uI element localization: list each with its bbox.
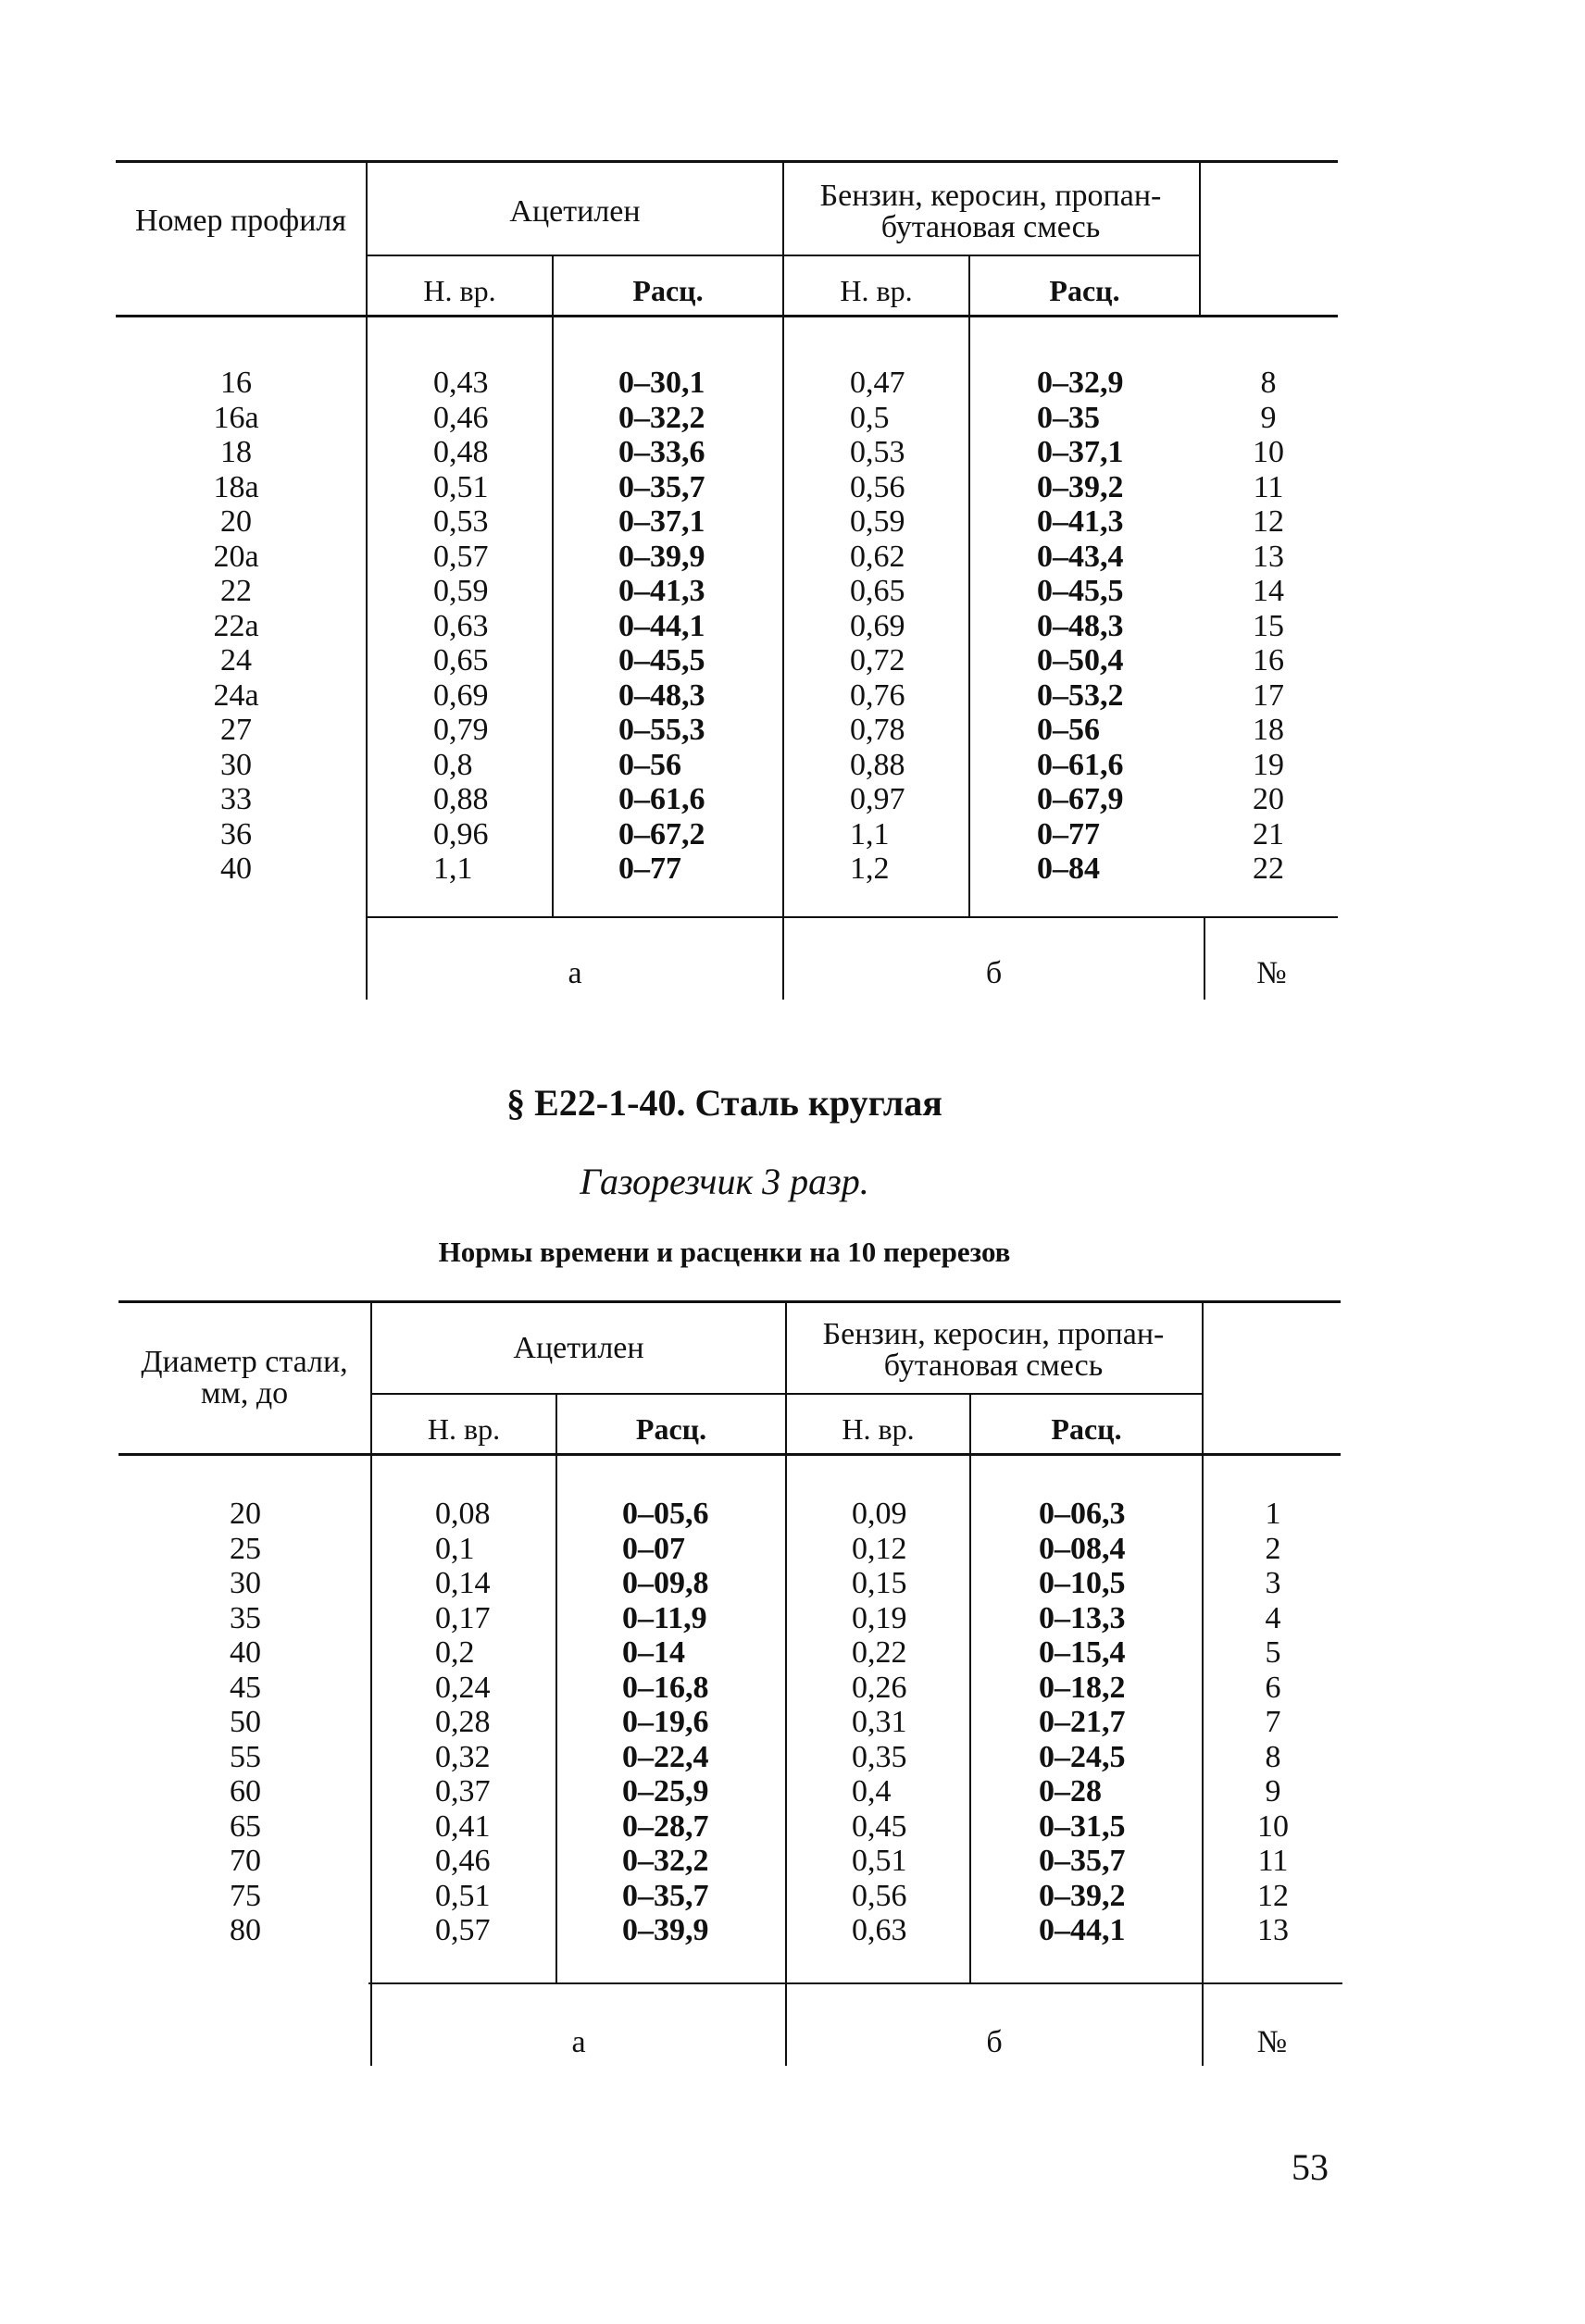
table-1-nvr-a-cell: 0,63: [433, 608, 489, 643]
table-2-footer-a: а: [571, 2025, 586, 2059]
table-1-nvr-b-cell: 0,47: [850, 366, 905, 400]
table-2-group-b-header: Бензин, керосин, пропан-бутановая смесь: [822, 1317, 1165, 1383]
table-2-rasc-a-cell: 0–19,6: [622, 1705, 709, 1739]
table-2-nvr-b-cell: 0,45: [852, 1808, 907, 1844]
table-1-nvr-b-cell: 0,53: [850, 435, 905, 469]
table-1-col0-cell: 27: [220, 713, 252, 747]
table-2-row-num-cell: 3: [1265, 1566, 1281, 1600]
table-1-col0-cell: 24а: [213, 677, 259, 713]
table-2-row-num-cell: 13: [1257, 1913, 1289, 1947]
table-1-rasc-b-cell: 0–84: [1037, 851, 1100, 886]
table-2-row-num-cell: 8: [1265, 1739, 1281, 1774]
table-2-nvr-a-cell: 0,46: [435, 1844, 491, 1878]
table-1-nvr-b-cell: 0,97: [850, 782, 905, 816]
table-2-rasc-b-cell: 0–06,3: [1039, 1497, 1126, 1531]
table-1-nvr-b: [850, 366, 961, 887]
table-1-col0-cell: 30: [220, 747, 252, 782]
table-1-row-num-cell: 13: [1253, 539, 1284, 574]
table-1-rasc-a: [618, 366, 776, 887]
table-1-col0-cell: 18а: [213, 469, 259, 504]
table-1-top-rule: [116, 160, 1338, 163]
table-caption: Нормы времени и расценки на 10 перерезов: [438, 1236, 1011, 1268]
table-2-nvr-a: [435, 1497, 546, 1948]
worker-grade: Газорезчик 3 разр.: [580, 1161, 869, 1202]
table-2-rasc-b-header: Расц.: [1051, 1412, 1122, 1446]
table-1-rasc-b-cell: 0–48,3: [1037, 608, 1124, 643]
table-2-rasc-b-cell: 0–24,5: [1039, 1739, 1126, 1774]
table-1-rasc-a-cell: 0–56: [618, 747, 681, 782]
table-2-nvr-b: [852, 1497, 963, 1948]
table-1-header-rule: [116, 315, 1338, 317]
table-2-nvr-a-cell: 0,1: [435, 1531, 475, 1566]
table-2-vrule-4: [969, 1395, 971, 1982]
table-1-group-a-header: Ацетилен: [509, 194, 641, 229]
table-2-nvr-b-cell: 0,63: [852, 1913, 907, 1947]
table-2-rasc-b-cell: 0–08,4: [1039, 1531, 1126, 1566]
table-2-footer-num: №: [1256, 2025, 1288, 2059]
table-2-nvr-b-cell: 0,31: [852, 1705, 907, 1739]
table-1-row-num-cell: 20: [1253, 782, 1284, 816]
table-1-col0-cell: 18: [220, 435, 252, 469]
table-1-col0-header: Номер профиля: [134, 204, 347, 238]
table-1-rasc-b-cell: 0–56: [1037, 713, 1100, 747]
table-1-row-num-cell: 8: [1260, 366, 1277, 400]
table-2-header-rule: [119, 1453, 1341, 1456]
table-1-row-num-cell: 22: [1253, 851, 1284, 886]
table-1-rasc-b-cell: 0–50,4: [1037, 643, 1124, 677]
table-1-row-num-cell: 21: [1253, 816, 1284, 851]
table-1-rasc-b-cell: 0–53,2: [1037, 677, 1124, 713]
table-1-rasc-a-cell: 0–48,3: [618, 677, 705, 713]
table-1-rasc-a-header: Расц.: [632, 274, 704, 307]
table-2-top-rule: [119, 1300, 1341, 1303]
table-1-nvr-b-cell: 0,62: [850, 539, 905, 574]
table-1-group-b-header: Бензин, керосин, пропан-бутановая смесь: [819, 179, 1162, 244]
table-2-nvr-b-cell: 0,56: [852, 1878, 907, 1913]
table-1-col0-cell: 33: [220, 782, 252, 816]
table-2-rasc-a-cell: 0–05,6: [622, 1497, 709, 1531]
table-2-col0-cell: 35: [230, 1600, 261, 1635]
table-2-rasc-b-cell: 0–18,2: [1039, 1670, 1126, 1705]
table-1-col0-cell: 22: [220, 574, 252, 608]
table-2-nvr-b-cell: 0,15: [852, 1566, 907, 1600]
table-2-vrule-5: [1202, 1302, 1204, 2066]
table-2-nvr-a-cell: 0,2: [435, 1635, 475, 1670]
table-1-nvr-b-cell: 0,56: [850, 469, 905, 504]
table-1-col0-cell: 16а: [213, 400, 259, 435]
table-1-nvr-a-cell: 0,48: [433, 435, 489, 469]
table-2-col0-cell: 80: [230, 1913, 261, 1947]
table-1-vrule-2: [552, 256, 554, 916]
table-1-rasc-b-cell: 0–35: [1037, 400, 1100, 435]
table-2-col0-cell: 25: [230, 1531, 261, 1566]
table-1-row-num-cell: 14: [1253, 574, 1284, 608]
table-2-row-num-cell: 12: [1257, 1878, 1289, 1913]
table-2-rasc-a-cell: 0–22,4: [622, 1739, 709, 1774]
table-2-nvr-a-cell: 0,17: [435, 1600, 491, 1635]
table-2-vrule-2: [555, 1395, 557, 1982]
table-1-vrule-4: [968, 256, 970, 916]
table-2-rasc-b-cell: 0–21,7: [1039, 1705, 1126, 1739]
table-2-col0: [190, 1497, 301, 1948]
table-1-col0-cell: 22а: [213, 608, 259, 643]
table-1-nvr-a-cell: 0,51: [433, 469, 489, 504]
table-1-rasc-b-cell: 0–32,9: [1037, 366, 1124, 400]
table-2-rasc-a-cell: 0–28,7: [622, 1808, 709, 1844]
table-1-nvr-b-cell: 0,59: [850, 504, 905, 539]
table-2-rasc-b: [1039, 1497, 1196, 1948]
table-2-rasc-b-cell: 0–10,5: [1039, 1566, 1126, 1600]
table-2-nvr-a-cell: 0,14: [435, 1566, 491, 1600]
table-2-nvr-b-cell: 0,12: [852, 1531, 907, 1566]
table-1-col0-cell: 20а: [213, 539, 259, 574]
table-2-rasc-a-cell: 0–07: [622, 1531, 685, 1566]
table-1-row-num-cell: 16: [1253, 643, 1284, 677]
table-2-nvr-b-cell: 0,51: [852, 1844, 907, 1878]
table-2-nvr-a-cell: 0,51: [435, 1878, 491, 1913]
table-1-rasc-b: [1037, 366, 1194, 887]
table-1-rasc-a-cell: 0–44,1: [618, 608, 705, 643]
table-1-row-num-cell: 12: [1253, 504, 1284, 539]
table-2-rasc-a-cell: 0–25,9: [622, 1774, 709, 1808]
table-1-nvr-b-cell: 0,88: [850, 747, 905, 782]
table-1-rasc-b-cell: 0–77: [1037, 816, 1100, 851]
table-1-nvr-b-cell: 0,72: [850, 643, 905, 677]
table-1-footer-a: а: [568, 956, 582, 990]
table-1-rasc-b-cell: 0–43,4: [1037, 539, 1124, 574]
table-2-rasc-b-cell: 0–15,4: [1039, 1635, 1126, 1670]
table-2-row-num-cell: 10: [1257, 1808, 1289, 1844]
table-1-nvr-b-cell: 1,2: [850, 851, 890, 886]
table-1-col0-cell: 16: [220, 366, 252, 400]
table-1-row-num-cell: 19: [1253, 747, 1284, 782]
table-2-rasc-a-cell: 0–39,9: [622, 1913, 709, 1947]
table-1-nvr-a-cell: 0,53: [433, 504, 489, 539]
table-1-rasc-a-cell: 0–37,1: [618, 504, 705, 539]
table-1-nvr-a-cell: 0,8: [433, 747, 473, 782]
table-2-rasc-a-cell: 0–32,2: [622, 1844, 709, 1878]
table-2-col0-cell: 65: [230, 1808, 261, 1844]
table-2-nvr-a-cell: 0,28: [435, 1705, 491, 1739]
table-1-nvr-a-cell: 0,57: [433, 539, 489, 574]
table-1-col0-cell: 24: [220, 643, 252, 677]
table-1-nvr-a-cell: 0,43: [433, 366, 489, 400]
page-number: 53: [1292, 2146, 1329, 2188]
table-2-nvr-b-cell: 0,19: [852, 1600, 907, 1635]
table-1-nvr-b-header: Н. вр.: [840, 274, 913, 307]
table-2-rasc-a-header: Расц.: [635, 1412, 707, 1446]
table-2-row-num-cell: 7: [1265, 1705, 1281, 1739]
table-2-col0-cell: 55: [230, 1739, 261, 1774]
table-1-nvr-b-cell: 1,1: [850, 816, 890, 851]
table-2-rasc-a-cell: 0–11,9: [622, 1600, 707, 1635]
table-1-nvr-a-cell: 0,69: [433, 677, 489, 713]
table-2-rasc-b-cell: 0–31,5: [1039, 1808, 1126, 1844]
table-1-rasc-a-cell: 0–77: [618, 851, 681, 886]
table-1-row-num-cell: 10: [1253, 435, 1284, 469]
table-2-rasc-a-cell: 0–14: [622, 1635, 685, 1670]
table-1-col0: [181, 366, 292, 887]
table-2-nvr-b-cell: 0,35: [852, 1739, 907, 1774]
table-1-rasc-a-cell: 0–32,2: [618, 400, 705, 435]
table-1-nvr-a-cell: 0,79: [433, 713, 489, 747]
table-1-nvr-a-cell: 1,1: [433, 851, 473, 886]
table-1-rasc-a-cell: 0–55,3: [618, 713, 705, 747]
table-1-row-num-cell: 9: [1260, 400, 1277, 435]
table-2-subheader-rule: [370, 1393, 1204, 1395]
table-2-nvr-b-header: Н. вр.: [842, 1412, 915, 1446]
table-1-nvr-a-cell: 0,59: [433, 574, 489, 608]
table-2-nvr-a-cell: 0,41: [435, 1808, 491, 1844]
table-2-nvr-a-cell: 0,32: [435, 1739, 491, 1774]
table-1-rasc-b-cell: 0–37,1: [1037, 435, 1124, 469]
table-1-nvr-b-cell: 0,76: [850, 677, 905, 713]
table-2-col0-cell: 50: [230, 1705, 261, 1739]
table-1-row-num: [1231, 366, 1305, 887]
table-2-row-num-cell: 11: [1257, 1844, 1289, 1878]
table-1-footer-b: б: [985, 956, 1003, 990]
table-2-rasc-b-cell: 0–13,3: [1039, 1600, 1126, 1635]
table-2-rasc-b-cell: 0–44,1: [1039, 1913, 1126, 1947]
table-1-nvr-b-cell: 0,78: [850, 713, 905, 747]
table-1-rasc-b-cell: 0–67,9: [1037, 782, 1124, 816]
table-1-vrule-5: [1199, 162, 1201, 317]
table-2-rasc-b-cell: 0–39,2: [1039, 1878, 1126, 1913]
table-1-footer-num: №: [1256, 956, 1287, 990]
table-1-rasc-a-cell: 0–67,2: [618, 816, 705, 851]
table-1-footer-rule: [366, 916, 1338, 918]
table-2-col0-cell: 75: [230, 1878, 261, 1913]
table-2-footer-rule: [368, 1982, 1342, 1984]
table-1-rasc-b-cell: 0–61,6: [1037, 747, 1124, 782]
table-1-nvr-a-header: Н. вр.: [423, 274, 496, 307]
table-1-col0-cell: 40: [220, 851, 252, 886]
table-1-nvr-a-cell: 0,46: [433, 400, 489, 435]
table-1-rasc-a-cell: 0–35,7: [618, 469, 705, 504]
table-2-row-num-cell: 6: [1265, 1670, 1281, 1705]
table-2-col0-cell: 30: [230, 1566, 261, 1600]
table-1-nvr-b-cell: 0,69: [850, 608, 905, 643]
table-2-group-a-header: Ацетилен: [513, 1331, 644, 1365]
table-1-col0-cell: 20: [220, 504, 252, 539]
table-1-rasc-b-cell: 0–45,5: [1037, 574, 1124, 608]
table-1-nvr-b-cell: 0,65: [850, 574, 905, 608]
table-1-rasc-a-cell: 0–30,1: [618, 366, 705, 400]
table-2-row-num: [1236, 1497, 1310, 1948]
table-2-nvr-a-cell: 0,08: [435, 1497, 491, 1531]
table-2-nvr-b-cell: 0,4: [852, 1774, 892, 1808]
table-1-rasc-b-header: Расц.: [1049, 274, 1120, 307]
table-1-rasc-a-cell: 0–61,6: [618, 782, 705, 816]
table-1-row-num-cell: 15: [1253, 608, 1284, 643]
table-2-footer-b: б: [986, 2025, 1003, 2059]
table-2-rasc-a: [622, 1497, 780, 1948]
table-2-nvr-a-cell: 0,37: [435, 1774, 491, 1808]
table-1-rasc-a-cell: 0–39,9: [618, 539, 705, 574]
table-1-rasc-a-cell: 0–33,6: [618, 435, 705, 469]
table-2-nvr-a-cell: 0,24: [435, 1670, 491, 1705]
table-2-row-num-cell: 4: [1265, 1600, 1281, 1635]
table-2-rasc-a-cell: 0–09,8: [622, 1566, 709, 1600]
table-2-row-num-cell: 1: [1265, 1497, 1281, 1531]
table-1-rasc-b-cell: 0–39,2: [1037, 469, 1124, 504]
table-1-nvr-a-cell: 0,96: [433, 816, 489, 851]
table-1-nvr-a-cell: 0,65: [433, 643, 489, 677]
table-1-row-num-cell: 17: [1253, 677, 1284, 713]
table-2-nvr-a-header: Н. вр.: [427, 1412, 501, 1446]
table-1-rasc-a-cell: 0–45,5: [618, 643, 705, 677]
table-1-nvr-b-cell: 0,5: [850, 400, 890, 435]
table-1-nvr-a: [433, 366, 544, 887]
table-1-rasc-b-cell: 0–41,3: [1037, 504, 1124, 539]
table-2-rasc-b-cell: 0–28: [1039, 1774, 1102, 1808]
table-2-nvr-b-cell: 0,26: [852, 1670, 907, 1705]
table-2-col0-cell: 20: [230, 1497, 261, 1531]
table-1-row-num-cell: 18: [1253, 713, 1284, 747]
section-title: § Е22-1-40. Сталь круглая: [506, 1082, 942, 1124]
table-2-row-num-cell: 2: [1265, 1531, 1281, 1566]
table-2-col0-cell: 45: [230, 1670, 261, 1705]
table-1-rasc-a-cell: 0–41,3: [618, 574, 705, 608]
table-2-col0-cell: 70: [230, 1844, 261, 1878]
table-2-row-num-cell: 9: [1265, 1774, 1281, 1808]
table-2-nvr-b-cell: 0,22: [852, 1635, 907, 1670]
table-2-row-num-cell: 5: [1265, 1635, 1281, 1670]
table-1-nvr-a-cell: 0,88: [433, 782, 489, 816]
table-2-rasc-a-cell: 0–35,7: [622, 1878, 709, 1913]
table-1-row-num-cell: 11: [1253, 469, 1284, 504]
table-2-rasc-a-cell: 0–16,8: [622, 1670, 709, 1705]
table-2-nvr-b-cell: 0,09: [852, 1497, 907, 1531]
table-2-col0-header: Диаметр стали, мм, до: [141, 1345, 348, 1411]
table-2-nvr-a-cell: 0,57: [435, 1913, 491, 1947]
table-2-rasc-b-cell: 0–35,7: [1039, 1844, 1126, 1878]
table-2-col0-cell: 60: [230, 1774, 261, 1808]
table-2-col0-cell: 40: [230, 1635, 261, 1670]
table-1-col0-cell: 36: [220, 816, 252, 851]
